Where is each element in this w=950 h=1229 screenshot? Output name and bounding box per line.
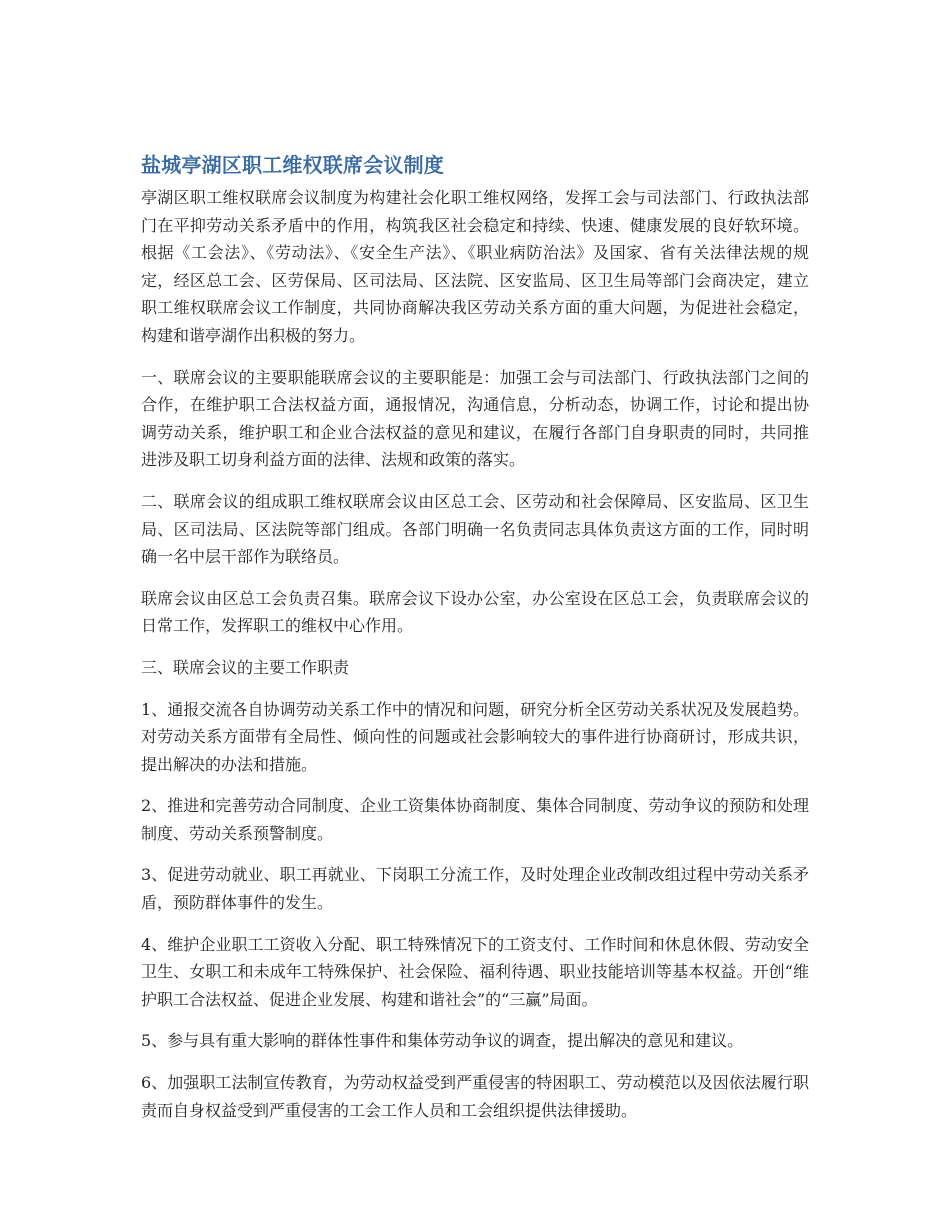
paragraph-duty-5: 5、参与具有重大影响的群体性事件和集体劳动争议的调查，提出解决的意见和建议。 xyxy=(141,1031,744,1051)
document-title: 盐城亭湖区职工维权联席会议制度 xyxy=(141,153,444,177)
paragraph-intro: 亭湖区职工维权联席会议制度为构建社会化职工维权网络，发挥工会与司法部门、行政执法部门在平抑劳动关系矛盾中的作用，构筑我区社会稳定和持续、快速、健康发展的良好软环境。根据《工会法》、《劳动法》、《安全生产法》、《职业病防治法》及国家、省有关法律法规的规定，经区总工会、区劳保局、区司法局、区法院、区安监局、区卫生局等部门会商决定，建立职工维权联席会议工作制度，共同协商解决我区劳动关系方面的重大问题，为促进社会稳定，构建和谐亭湖作出积极的努力。 xyxy=(141,188,809,345)
paragraph-section-3-heading: 三、联席会议的主要工作职责 xyxy=(141,657,350,677)
paragraph-duty-6: 6、加强职工法制宣传教育，为劳动权益受到严重侵害的特困职工、劳动模范以及因依法履行职责而自身权益受到严重侵害的工会工作人员和工会组织提供法律援助。 xyxy=(141,1073,809,1120)
paragraph-duty-1: 1、通报交流各自协调劳动关系工作中的情况和问题，研究分析全区劳动关系状况及发展趋势。对劳动关系方面带有全局性、倾向性的问题或社会影响较大的事件进行协商研讨，形成共识，提出解决的办法和措施。 xyxy=(141,699,809,774)
paragraph-duty-3: 3、促进劳动就业、职工再就业、下岗职工分流工作，及时处理企业改制改组过程中劳动关系矛盾，预防群体事件的发生。 xyxy=(141,865,809,913)
paragraph-duty-2: 2、推进和完善劳动合同制度、企业工资集体协商制度、集体合同制度、劳动争议的预防和处理制度、劳动关系预警制度。 xyxy=(141,796,809,843)
paragraph-convening: 联席会议由区总工会负责召集。联席会议下设办公室，办公室设在区总工会，负责联席会议的日常工作，发挥职工的维权中心作用。 xyxy=(141,588,809,636)
document-page xyxy=(141,152,809,1138)
paragraph-section-2-composition: 二、联席会议的组成职工维权联席会议由区总工会、区劳动和社会保障局、区安监局、区卫生局、区司法局、区法院等部门组成。各部门明确一名负责同志具体负责这方面的工作，同时明确一名中层干部作为联络员。 xyxy=(141,491,809,567)
paragraph-duty-4: 4、维护企业职工工资收入分配、职工特殊情况下的工资支付、工作时间和休息休假、劳动安全卫生、女职工和未成年工特殊保护、社会保险、福利待遇、职业技能培训等基本权益。开创“维护职工合法权益、促进企业发展、构建和谐社会”的“三赢”局面。 xyxy=(141,934,809,1009)
paragraph-section-1-functions: 一、联席会议的主要职能联席会议的主要职能是：加强工会与司法部门、行政执法部门之间的合作，在维护职工合法权益方面，通报情况，沟通信息，分析动态，协调工作，讨论和提出协调劳动关系，维护职工和企业合法权益的意见和建议，在履行各部门自身职责的同时，共同推进涉及职工切身利益方面的法律、法规和政策的落实。 xyxy=(141,367,809,470)
